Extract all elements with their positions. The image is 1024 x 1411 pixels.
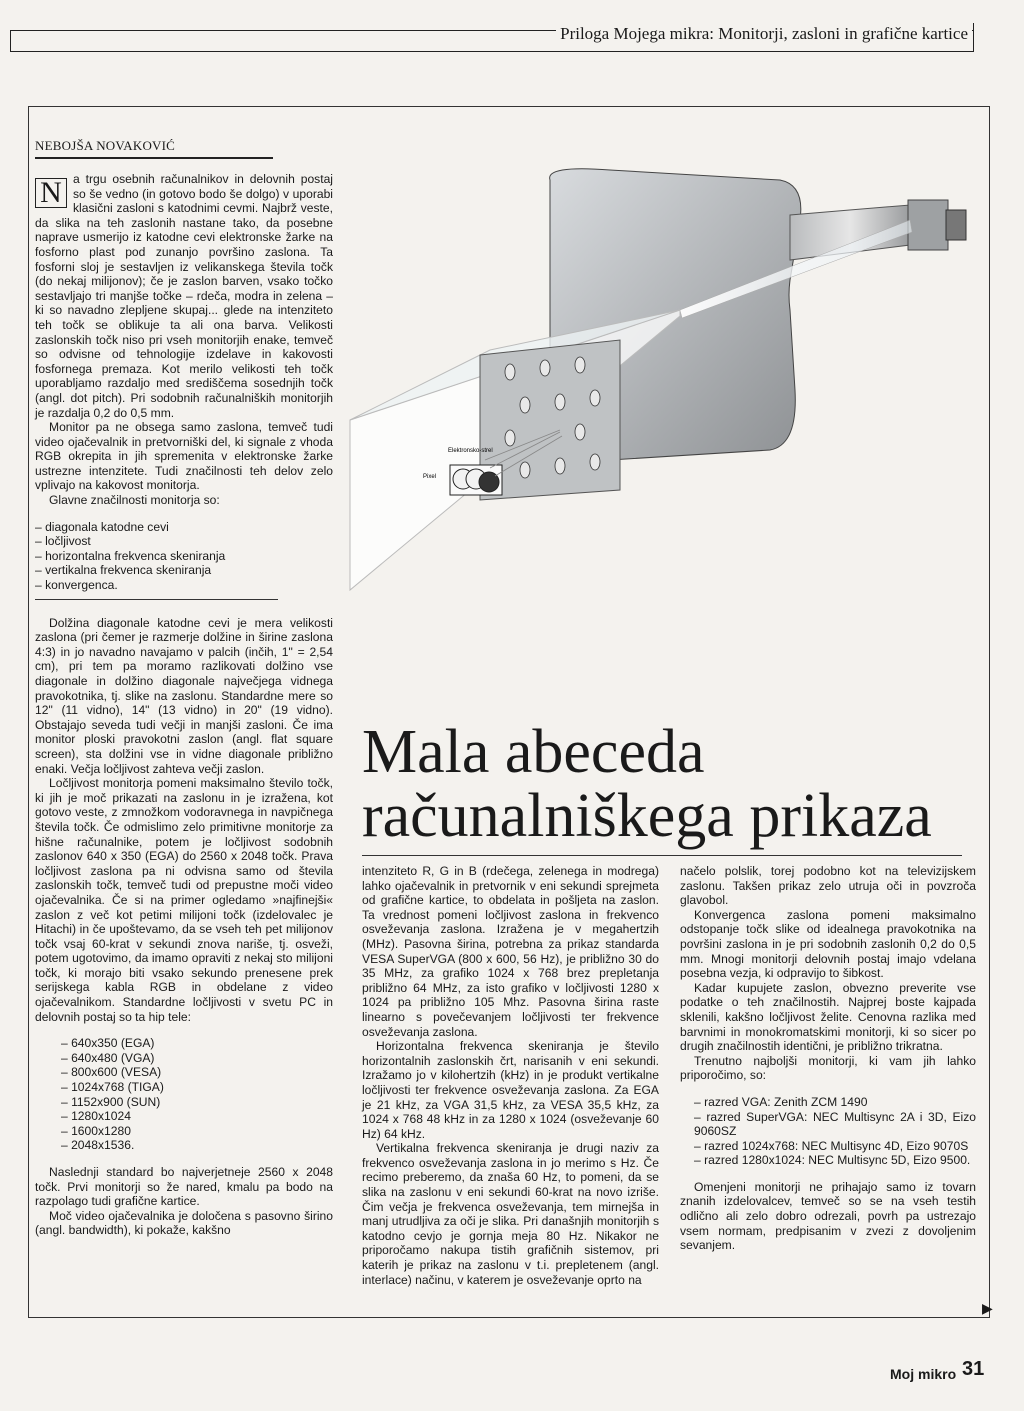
list-item: – 1280x1024 bbox=[61, 1109, 131, 1124]
list-item: – razred 1280x1024: NEC Multisync 5D, Eizo 9500. bbox=[694, 1153, 971, 1168]
list-item: – konvergenca. bbox=[35, 578, 118, 593]
paragraph: intenziteto R, G in B (rdečega, zelenega in modrega) lahko ojačevalnik in pretvornik v eni sekundi sprejmeta od grafične kartice, to obdelata in pošljeta na zaslon. Ta vrednost pomeni ločljivost zaslona in frekvenco osveževanja zaslona. Izražena je v megahertzih (MHz). Pasovna širina, potrebna za prikaz standarda VESA SuperVGA (800 x 600, 56 Hz), je približno 30 do 35 MHz, za grafiko 1024 x 768 brez prepletanja približno 64 MHz, za isto grafiko v ločljivosti 1280 x 1024 pa približno 105 Mhz. Pasovna širina raste linearno s povečevanjem ločljivosti ter frekvence osveževanja zaslona. bbox=[362, 864, 659, 1039]
continue-arrow-icon: ▶ bbox=[982, 1300, 993, 1316]
column-2 bbox=[362, 864, 659, 1287]
headline bbox=[362, 720, 982, 848]
list-item: – ločljivost bbox=[35, 534, 91, 549]
column-1 bbox=[35, 172, 333, 1238]
intro-paragraph: N a trgu osebnih računalnikov in delovnih postaj so še vedno (in gotovo bodo še dolgo) v uporabi klasični zasloni s katodnimi cevmi. Najbrž veste, da slika na teh zaslonih nastane tako, da posebne naprave usmerijo iz katodne cevi elektronske žarke na fosforno plast pod zunanjo površino zaslona. Ta fosforni sloj je sestavljen iz velikanskega števila točk (do nekaj milijonov); če je zaslon barven, vsako točko sestavljajo tri manjše točke – rdeča, modra in zelena – ki so navadno zlepljene skupaj... glede na intenziteto teh točk se oblikuje ta ali ona barva. Velikosti zaslonskih točk niso pri vseh monitorjih enake, temveč so odvisne od tehnologije izdelave in kakovosti fosfornega premaza. Kot merilo velikosti teh točk uporabljamo razdaljo med središčema sosednjih točk (angl. dot pitch). Pri sodobnih računalniških monitorjih je razdalja 0,2 do 0,5 mm. bbox=[35, 172, 333, 420]
section-rule bbox=[35, 599, 278, 600]
page-number: 31 bbox=[962, 1358, 985, 1380]
paragraph: Glavne značilnosti monitorja so: bbox=[49, 493, 220, 508]
column-3 bbox=[680, 864, 976, 1253]
paragraph: Ločljivost monitorja pomeni maksimalno število točk, ki jih je moč prikazati na zaslonu in je izražena, kot gotovo veste, z zmnožkom vodoravnega in navpičnega števila točk. Če odmislimo zelo primitivne monitorje za hišne računalnike, potem je ločljivost sodobnih zaslonov 640 x 350 (EGA) do 2560 x 2048 točk. Prava ločljivost zaslona pa ni odvisna samo od števila zaslonskih točk, temveč tudi od prepustne moči video ojačevalnika. Če si na primer ogledamo »najfinejši« zaslon z več kot petimi milijoni točk (izdelovalec je Hitachi) in če upoštevamo, da se vseh teh pet milijonov točk vsaj 60-krat v sekundi znova nariše, tj. osveži, potem ugotovimo, da imamo opraviti z nekaj sto milijoni točk, ki morajo biti vsako sekundo prenesene prek serijskega kabla RGB in obdelane z video ojačevalnikom. Standardne ločljivosti v svetu PC in delovnih postaj so ta hip tele: bbox=[35, 776, 333, 1024]
list-item: – 2048x1536. bbox=[61, 1138, 135, 1153]
list-item: – razred SuperVGA: NEC Multisync 2A i 3D, Eizo 9060SZ bbox=[694, 1109, 976, 1139]
label-pixel: Pixel bbox=[423, 474, 437, 480]
list-item: – 1024x768 (TIGA) bbox=[61, 1080, 164, 1095]
list-item: – horizontalna frekvenca skeniranja bbox=[35, 548, 226, 563]
list-item: – 640x350 (EGA) bbox=[61, 1036, 155, 1051]
label-beam: Elektronsko-strel bbox=[448, 448, 493, 454]
list-item: – 640x480 (VGA) bbox=[61, 1050, 155, 1065]
author-rule bbox=[35, 157, 273, 159]
recommendation-list bbox=[680, 1095, 976, 1168]
magazine-name: Moj mikro bbox=[890, 1366, 957, 1382]
paragraph: Omenjeni monitorji ne prihajajo samo iz tovarn znanih izdelovalcev, temveč so se na vseh testih odlično ali zelo dobro odrezali, povrh pa ustrezajo vsem normam, predpisanim v zvezi z dovoljenim sevanjem. bbox=[680, 1179, 976, 1253]
crt-gun bbox=[908, 200, 948, 250]
paragraph: Kadar kupujete zaslon, obvezno preverite vse podatke o teh značilnostih. Najprej boste kajpada sklenili, kakšno ločljivost želite. Cenovna razlika med barvnimi in monokromatskimi monitorji, ki so sicer po drugih značilnostih identični, je približno trikratna. bbox=[680, 980, 976, 1054]
list-item: – diagonala katodne cevi bbox=[35, 519, 169, 534]
feature-list bbox=[35, 520, 333, 593]
list-item: – razred 1024x768: NEC Multisync 4D, Eizo 9070S bbox=[694, 1138, 969, 1153]
paragraph: Monitor pa ne obsega samo zaslona, temveč tudi video ojačevalnik in pretvorniški del, ki signale z vhoda RGB okrepita in jih spremenita v elektronske žarke ustrezne intenzitete. Tudi značilnosti teh delov zelo vplivajo na kakovost monitorja. bbox=[35, 420, 333, 493]
paragraph: Dolžina diagonale katodne cevi je mera velikosti zaslona (pri čemer je razmerje dolžine in širine zaslona 4:3) in jo navadno navajamo v palcih (inčih, 1" = 2,54 cm), pri tem pa moramo razlikovati dolžino vse diagonale in dolžino diagonale največjega vidnega pravokotnika, tj. slike na zaslonu. Standardne mere so 12" (11 vidno), 14" (13 vidno) in 20" (19 vidno). Obstajajo seveda tudi večji in manjši zasloni. Če ima monitor ploski pravokotni zaslon (angl. flat square screen), sta dolžini vse in vidne diagonale približno enaki. Večja ločljivost zahteva večji zaslon. bbox=[35, 615, 333, 776]
author-byline: NEBOJŠA NOVAKOVIĆ bbox=[35, 138, 176, 153]
headline-rule bbox=[362, 855, 962, 856]
paragraph: Naslednji standard bo najverjetneje 2560 x 2048 točk. Prvi monitorji so že nared, kmalu pa bodo na razpolago tudi grafične kartice. bbox=[35, 1165, 333, 1209]
list-item: – 1152x900 (SUN) bbox=[61, 1094, 161, 1109]
list-item: – razred VGA: Zenith ZCM 1490 bbox=[694, 1094, 868, 1109]
headline-line-2: računalniškega prikaza bbox=[362, 782, 932, 850]
crt-illustration bbox=[320, 160, 975, 600]
resolution-list bbox=[35, 1036, 333, 1153]
paragraph: Trenutno najboljši monitorji, ki vam jih lahko priporočimo, so: bbox=[680, 1053, 976, 1083]
list-item: – 800x600 (VESA) bbox=[61, 1065, 162, 1080]
paragraph: Konvergenca zaslona pomeni maksimalno odstopanje točk slike od idealnega pravokotnika na površini zaslona in je pri sodobnih zaslonih 0,2 do 0,5 mm. Mnogi monitorji delovnih postaj imajo vdelana posebna vezja, ki odpravijo to šibkost. bbox=[680, 907, 976, 981]
pixel-triad bbox=[450, 465, 502, 495]
list-item: – vertikalna frekvenca skeniranja bbox=[35, 563, 212, 578]
paragraph: Vertikalna frekvenca skeniranja je drugi naziv za frekvenco osveževanja zaslona in jo merimo s Hz. Če recimo preberemo, da znaša 60 Hz, to pomeni, da se slika na zaslonu v eni sekundi 60-krat na novo izriše. Čim večja je frekvenca osveževanja, tem mirnejša in manj utrudljiva za oči je slika. Pri današnjih monitorjih s katodno cevjo je gornja meja 80 Hz. Nikakor ne priporočamo nakupa tistih grafičnih sistemov, pri katerih je prikaz na zaslonu v t.i. prepletenem (angl. interlace) načinu, v katerem je osveževanje oprto na bbox=[362, 1141, 659, 1287]
paragraph: načelo polslik, torej podobno kot na televizijskem zaslonu. Takšen prikaz zelo utruja oči in povzroča glavobol. bbox=[680, 864, 976, 908]
paragraph: Moč video ojačevalnika je določena s pasovno širino (angl. bandwidth), ki pokaže, kakšno bbox=[35, 1208, 333, 1238]
crt-pins bbox=[946, 210, 966, 240]
running-head: Priloga Mojega mikra: Monitorji, zasloni in grafične kartice bbox=[556, 24, 972, 44]
dropcap: N bbox=[35, 178, 67, 208]
paragraph: Horizontalna frekvenca skeniranja je število horizontalnih zaslonskih črt, narisanih v eni sekundi. Izražamo jo v kilohertzih (kHz) in je produkt vertikalne ločljivosti ter frekvence osveževanja zaslona. Za EGA je 21 kHz, za VGA 31,5 kHz, za VESA 35,5 kHz, za 1024 x 768 48 kHz in za 1280 x 1024 (osveževanje 60 Hz) 64 kHz. bbox=[362, 1039, 659, 1141]
list-item: – 1600x1280 bbox=[61, 1123, 131, 1138]
headline-line-1: Mala abeceda bbox=[362, 718, 705, 786]
